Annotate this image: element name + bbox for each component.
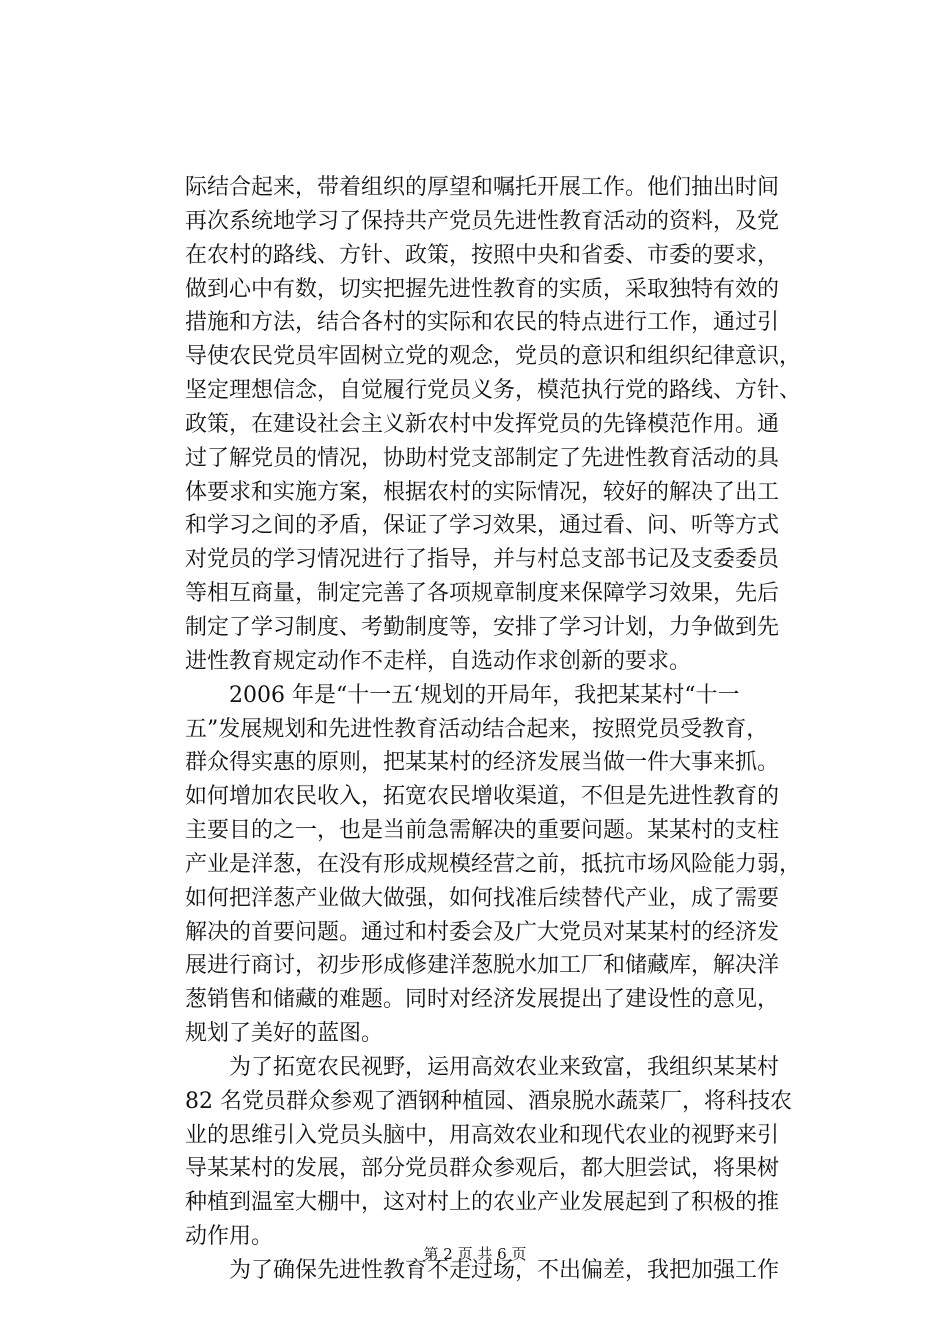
text-line: 政策，在建设社会主义新农村中发挥党员的先锋模范作用。通 bbox=[185, 411, 780, 437]
document-body bbox=[185, 171, 835, 1288]
text-line: 体要求和实施方案，根据农村的实际情况，较好的解决了出工 bbox=[185, 479, 780, 505]
text-line: 主要目的之一，也是当前急需解决的重要问题。某某村的支柱 bbox=[185, 818, 780, 844]
text-line: 际结合起来，带着组织的厚望和嘱托开展工作。他们抽出时间 bbox=[185, 175, 780, 200]
text-line: 五”发展规划和先进性教育活动结合起来，按照党员受教育， bbox=[185, 716, 769, 742]
text-line: 等相互商量，制定完善了各项规章制度来保障学习效果，先后 bbox=[185, 581, 780, 607]
text-line: 展进行商讨，初步形成修建洋葱脱水加工厂和储藏库，解决洋 bbox=[185, 953, 780, 979]
text-line: 导使农民党员牢固树立党的观念，党员的意识和组织纪律意识， bbox=[185, 344, 802, 370]
text-line: 为了拓宽农民视野，运用高效农业来致富，我组织某某村 bbox=[185, 1054, 780, 1080]
text-line: 做到心中有数，切实把握先进性教育的实质，采取独特有效的 bbox=[185, 276, 780, 302]
text-line: 解决的首要问题。通过和村委会及广大党员对某某村的经济发 bbox=[185, 919, 780, 945]
text-line: 如何增加农民收入，拓宽农民增收渠道，不但是先进性教育的 bbox=[185, 784, 780, 810]
text-line: 过了解党员的情况，协助村党支部制定了先进性教育活动的具 bbox=[185, 445, 780, 471]
text-line: 规划了美好的蓝图。 bbox=[185, 1021, 384, 1047]
text-line: 措施和方法，结合各村的实际和农民的特点进行工作，通过引 bbox=[185, 310, 780, 336]
text-line: 导某某村的发展，部分党员群众参观后，都大胆尝试，将果树 bbox=[185, 1156, 780, 1182]
text-line: 业的思维引入党员头脑中，用高效农业和现代农业的视野来引 bbox=[185, 1122, 780, 1148]
text-line: 种植到温室大棚中，这对村上的农业产业发展起到了积极的推 bbox=[185, 1190, 780, 1216]
text-line: 动作用。 bbox=[185, 1224, 274, 1250]
text-line: 对党员的学习情况进行了指导，并与村总支部书记及支委委员 bbox=[185, 547, 780, 573]
text-line: 葱销售和储藏的难题。同时对经济发展提出了建设性的意见， bbox=[185, 987, 780, 1013]
text-line: 坚定理想信念，自觉履行党员义务，模范执行党的路线、方针、 bbox=[185, 378, 802, 404]
page-footer bbox=[0, 1244, 950, 1264]
text-line: 82 名党员群众参观了酒钢种植园、酒泉脱水蔬菜厂，将科技农 bbox=[185, 1088, 792, 1114]
text-line: 为了确保先进性教育不走过场，不出偏差，我把加强工作 bbox=[185, 1258, 780, 1283]
text-line: 制定了学习制度、考勤制度等，安排了学习计划，力争做到先 bbox=[185, 614, 780, 640]
text-line: 和学习之间的矛盾，保证了学习效果，通过看、问、听等方式 bbox=[185, 513, 780, 539]
text-line: 产业是洋葱，在没有形成规模经营之前，抵抗市场风险能力弱， bbox=[185, 851, 802, 877]
text-line: 在农村的路线、方针、政策，按照中央和省委、市委的要求， bbox=[185, 242, 780, 268]
text-line: 群众得实惠的原则，把某某村的经济发展当做一件大事来抓。 bbox=[185, 750, 780, 776]
text-line: 再次系统地学习了保持共产党员先进性教育活动的资料，及党 bbox=[185, 208, 780, 234]
page-number-label: 第 2 页 共 6 页 bbox=[423, 1245, 527, 1263]
text-line: 2006 年是“十一五‘规划的开局年，我把某某村“十一 bbox=[185, 682, 740, 708]
text-line: 如何把洋葱产业做大做强，如何找准后续替代产业，成了需要 bbox=[185, 885, 780, 911]
text-line: 进性教育规定动作不走样，自选动作求创新的要求。 bbox=[185, 648, 692, 674]
